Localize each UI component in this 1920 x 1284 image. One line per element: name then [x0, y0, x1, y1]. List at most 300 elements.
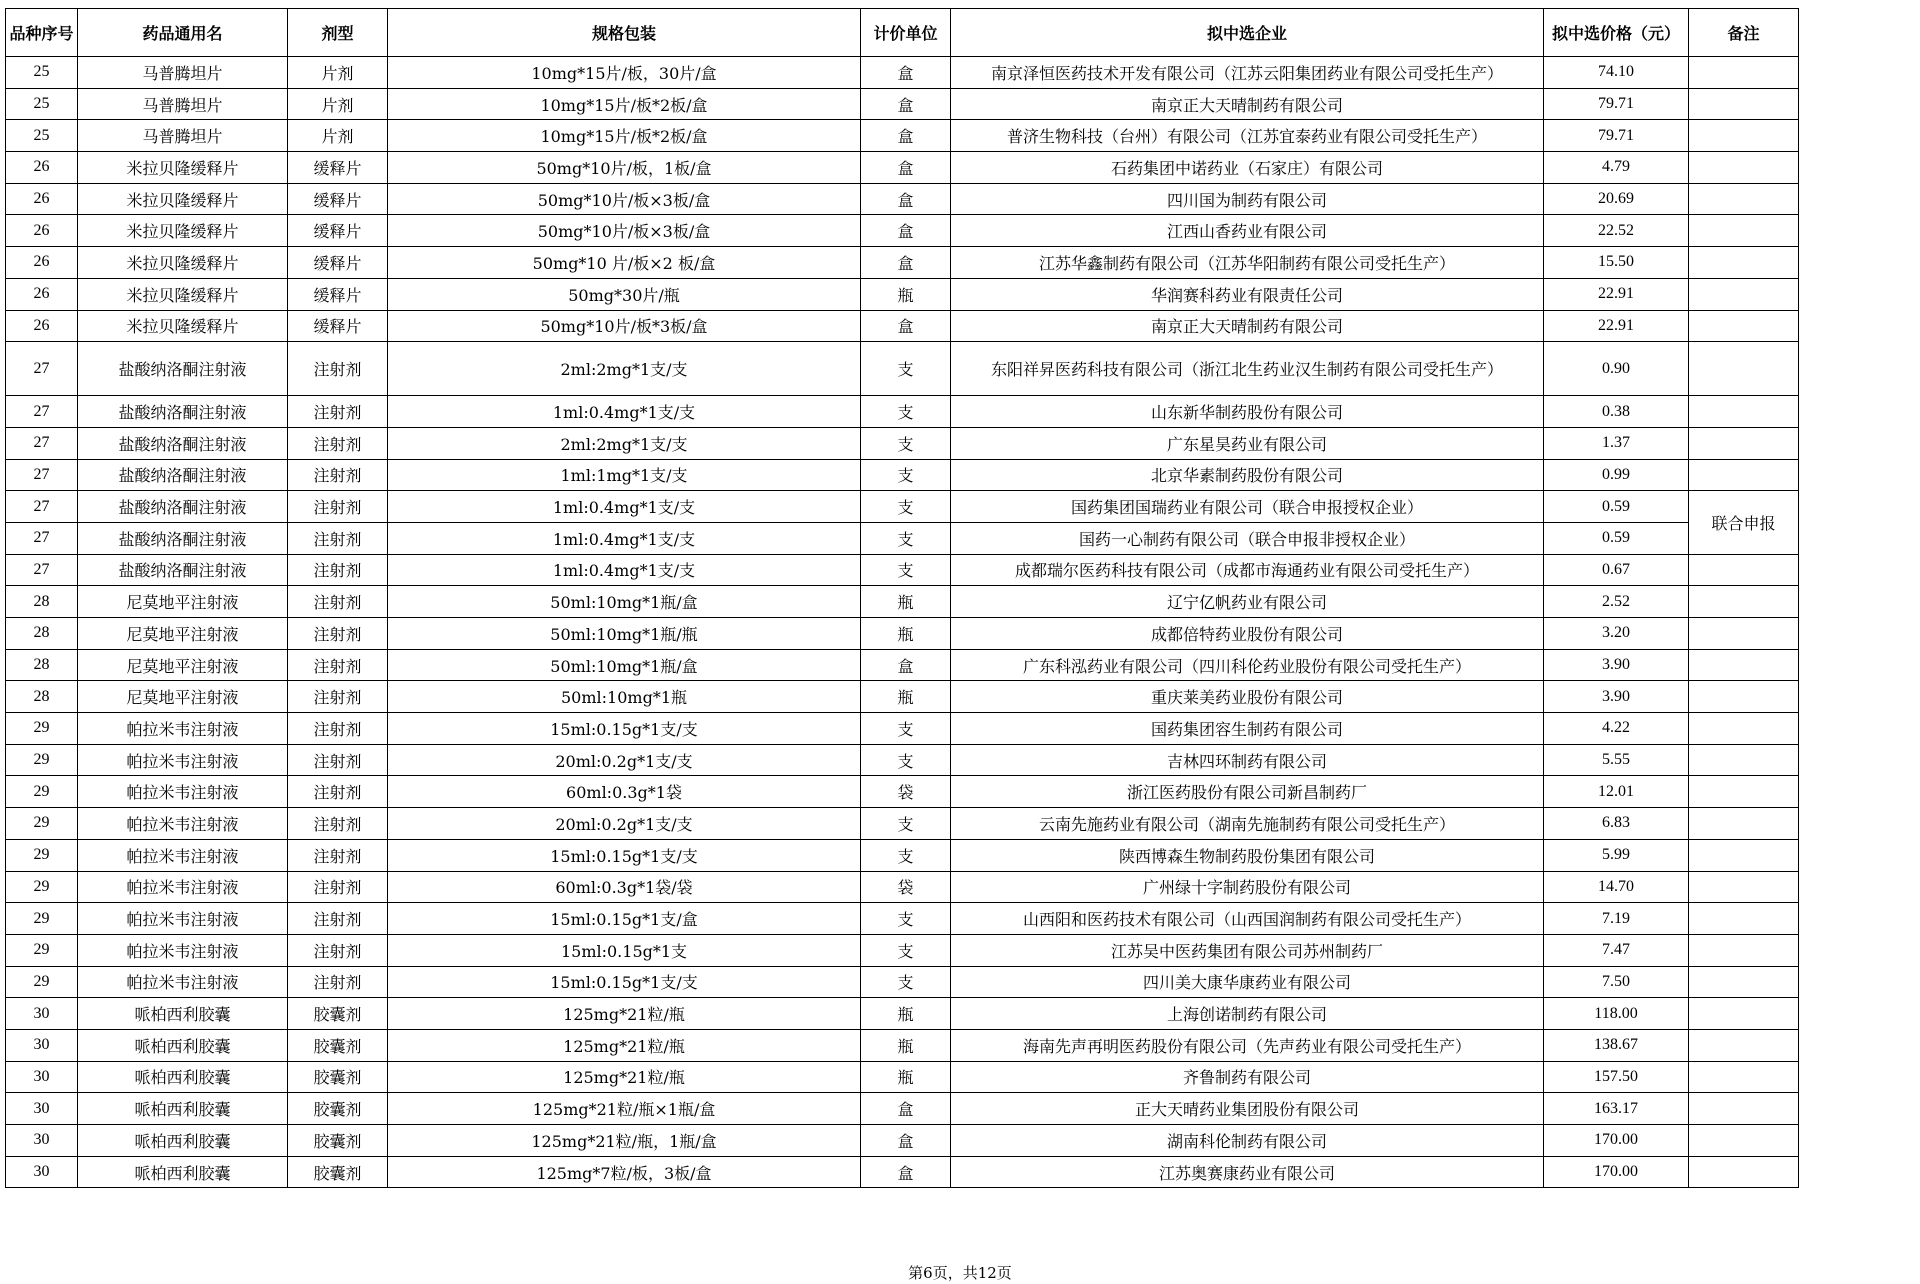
page-footer: 第6页，共12页: [908, 1264, 1012, 1282]
spec-package-cell: 125mg*21粒/瓶，1瓶/盒: [388, 1125, 861, 1157]
table-row: [6, 491, 1799, 523]
remarks-cell: [1689, 1093, 1799, 1125]
variety-number-cell: 29: [6, 903, 78, 935]
spec-package-cell: 50mg*30片/瓶: [388, 278, 861, 310]
price-cell: 22.91: [1544, 278, 1689, 310]
company-cell: 江苏华鑫制药有限公司（江苏华阳制药有限公司受托生产）: [951, 247, 1544, 279]
dosage-form-cell: 注射剂: [288, 427, 388, 459]
company-cell: 成都瑞尔医药科技有限公司（成都市海通药业有限公司受托生产）: [951, 554, 1544, 586]
variety-number-cell: 30: [6, 1125, 78, 1157]
variety-number-cell: 29: [6, 839, 78, 871]
variety-number-cell: 30: [6, 1156, 78, 1188]
table-row: [6, 808, 1799, 840]
spec-package-cell: 125mg*21粒/瓶×1瓶/盒: [388, 1093, 861, 1125]
company-cell: 湖南科伦制药有限公司: [951, 1125, 1544, 1157]
pricing-unit-cell: 瓶: [861, 1061, 951, 1093]
table-row: [6, 618, 1799, 650]
generic-name-cell: 哌柏西利胶囊: [78, 1125, 288, 1157]
remarks-cell: [1689, 1061, 1799, 1093]
pricing-unit-cell: 盒: [861, 649, 951, 681]
variety-number-cell: 27: [6, 459, 78, 491]
remarks-cell: [1689, 1029, 1799, 1061]
price-cell: 4.22: [1544, 713, 1689, 745]
price-cell: 22.52: [1544, 215, 1689, 247]
variety-number-cell: 27: [6, 342, 78, 396]
table-row: [6, 57, 1799, 89]
remarks-cell: [1689, 903, 1799, 935]
pricing-unit-cell: 盒: [861, 247, 951, 279]
generic-name-cell: 尼莫地平注射液: [78, 649, 288, 681]
price-cell: 170.00: [1544, 1156, 1689, 1188]
variety-number-cell: 26: [6, 278, 78, 310]
dosage-form-cell: 缓释片: [288, 183, 388, 215]
spec-package-cell: 50ml:10mg*1瓶/瓶: [388, 618, 861, 650]
dosage-form-cell: 缓释片: [288, 278, 388, 310]
variety-number-cell: 27: [6, 396, 78, 428]
dosage-form-cell: 缓释片: [288, 152, 388, 184]
company-cell: 吉林四环制药有限公司: [951, 744, 1544, 776]
generic-name-cell: 帕拉米韦注射液: [78, 744, 288, 776]
price-cell: 0.99: [1544, 459, 1689, 491]
remarks-cell: [1689, 934, 1799, 966]
pricing-unit-cell: 支: [861, 342, 951, 396]
dosage-form-cell: 注射剂: [288, 776, 388, 808]
spec-package-cell: 1ml:0.4mg*1支/支: [388, 491, 861, 523]
price-cell: 5.99: [1544, 839, 1689, 871]
price-cell: 12.01: [1544, 776, 1689, 808]
header-cell: 规格包装: [388, 9, 861, 57]
pricing-unit-cell: 支: [861, 427, 951, 459]
header-cell: 计价单位: [861, 9, 951, 57]
remarks-cell: [1689, 183, 1799, 215]
remarks-cell: [1689, 342, 1799, 396]
generic-name-cell: 哌柏西利胶囊: [78, 1093, 288, 1125]
variety-number-cell: 30: [6, 998, 78, 1030]
generic-name-cell: 盐酸纳洛酮注射液: [78, 459, 288, 491]
pricing-unit-cell: 瓶: [861, 278, 951, 310]
company-cell: 北京华素制药股份有限公司: [951, 459, 1544, 491]
company-cell: 广州绿十字制药股份有限公司: [951, 871, 1544, 903]
spec-package-cell: 50mg*10片/板，1板/盒: [388, 152, 861, 184]
generic-name-cell: 哌柏西利胶囊: [78, 998, 288, 1030]
table-row: [6, 396, 1799, 428]
dosage-form-cell: 注射剂: [288, 586, 388, 618]
pricing-unit-cell: 盒: [861, 57, 951, 89]
table-row: [6, 649, 1799, 681]
price-cell: 4.79: [1544, 152, 1689, 184]
remarks-cell: [1689, 57, 1799, 89]
table-row: [6, 1061, 1799, 1093]
generic-name-cell: 米拉贝隆缓释片: [78, 278, 288, 310]
variety-number-cell: 29: [6, 934, 78, 966]
generic-name-cell: 盐酸纳洛酮注射液: [78, 342, 288, 396]
dosage-form-cell: 胶囊剂: [288, 1156, 388, 1188]
company-cell: 国药一心制药有限公司（联合申报非授权企业）: [951, 522, 1544, 554]
table-row: [6, 744, 1799, 776]
company-cell: 重庆莱美药业股份有限公司: [951, 681, 1544, 713]
table-row: [6, 278, 1799, 310]
procurement-table: [5, 8, 1799, 1188]
table-row: [6, 934, 1799, 966]
table-row: [6, 459, 1799, 491]
price-cell: 5.55: [1544, 744, 1689, 776]
pricing-unit-cell: 瓶: [861, 1029, 951, 1061]
table-row: [6, 1156, 1799, 1188]
company-cell: 石药集团中诺药业（石家庄）有限公司: [951, 152, 1544, 184]
variety-number-cell: 28: [6, 649, 78, 681]
pricing-unit-cell: 支: [861, 808, 951, 840]
pricing-unit-cell: 支: [861, 491, 951, 523]
table-row: [6, 152, 1799, 184]
variety-number-cell: 29: [6, 744, 78, 776]
price-cell: 0.67: [1544, 554, 1689, 586]
pricing-unit-cell: 盒: [861, 1093, 951, 1125]
spec-package-cell: 50mg*10片/板×3板/盒: [388, 183, 861, 215]
variety-number-cell: 29: [6, 713, 78, 745]
price-cell: 7.19: [1544, 903, 1689, 935]
spec-package-cell: 50ml:10mg*1瓶/盒: [388, 586, 861, 618]
variety-number-cell: 27: [6, 554, 78, 586]
pricing-unit-cell: 盒: [861, 1156, 951, 1188]
dosage-form-cell: 胶囊剂: [288, 1061, 388, 1093]
dosage-form-cell: 注射剂: [288, 903, 388, 935]
price-cell: 7.47: [1544, 934, 1689, 966]
generic-name-cell: 盐酸纳洛酮注射液: [78, 427, 288, 459]
variety-number-cell: 25: [6, 88, 78, 120]
spec-package-cell: 1ml:0.4mg*1支/支: [388, 396, 861, 428]
table-row: [6, 839, 1799, 871]
generic-name-cell: 帕拉米韦注射液: [78, 776, 288, 808]
header-cell: 品种序号: [6, 9, 78, 57]
header-cell: 拟中选企业: [951, 9, 1544, 57]
company-cell: 陕西博森生物制药股份集团有限公司: [951, 839, 1544, 871]
dosage-form-cell: 注射剂: [288, 522, 388, 554]
company-cell: 海南先声再明医药股份有限公司（先声药业有限公司受托生产）: [951, 1029, 1544, 1061]
price-cell: 170.00: [1544, 1125, 1689, 1157]
pricing-unit-cell: 盒: [861, 215, 951, 247]
table-row: [6, 1029, 1799, 1061]
pricing-unit-cell: 支: [861, 934, 951, 966]
table-row: [6, 776, 1799, 808]
dosage-form-cell: 注射剂: [288, 839, 388, 871]
dosage-form-cell: 缓释片: [288, 247, 388, 279]
generic-name-cell: 帕拉米韦注射液: [78, 839, 288, 871]
variety-number-cell: 26: [6, 183, 78, 215]
price-cell: 138.67: [1544, 1029, 1689, 1061]
dosage-form-cell: 注射剂: [288, 808, 388, 840]
dosage-form-cell: 注射剂: [288, 744, 388, 776]
price-cell: 79.71: [1544, 120, 1689, 152]
variety-number-cell: 27: [6, 522, 78, 554]
price-cell: 2.52: [1544, 586, 1689, 618]
variety-number-cell: 26: [6, 152, 78, 184]
variety-number-cell: 25: [6, 57, 78, 89]
pricing-unit-cell: 袋: [861, 776, 951, 808]
generic-name-cell: 米拉贝隆缓释片: [78, 247, 288, 279]
spec-package-cell: 2ml:2mg*1支/支: [388, 342, 861, 396]
generic-name-cell: 马普腾坦片: [78, 57, 288, 89]
generic-name-cell: 帕拉米韦注射液: [78, 966, 288, 998]
variety-number-cell: 26: [6, 247, 78, 279]
pricing-unit-cell: 支: [861, 459, 951, 491]
spec-package-cell: 60ml:0.3g*1袋/袋: [388, 871, 861, 903]
generic-name-cell: 帕拉米韦注射液: [78, 903, 288, 935]
remarks-cell: [1689, 278, 1799, 310]
table-row: [6, 310, 1799, 342]
remarks-cell: [1689, 554, 1799, 586]
variety-number-cell: 27: [6, 491, 78, 523]
generic-name-cell: 哌柏西利胶囊: [78, 1156, 288, 1188]
company-cell: 国药集团容生制药有限公司: [951, 713, 1544, 745]
pricing-unit-cell: 瓶: [861, 998, 951, 1030]
price-cell: 22.91: [1544, 310, 1689, 342]
generic-name-cell: 帕拉米韦注射液: [78, 934, 288, 966]
spec-package-cell: 60ml:0.3g*1袋: [388, 776, 861, 808]
spec-package-cell: 20ml:0.2g*1支/支: [388, 744, 861, 776]
dosage-form-cell: 胶囊剂: [288, 998, 388, 1030]
remarks-cell: [1689, 459, 1799, 491]
pricing-unit-cell: 瓶: [861, 681, 951, 713]
generic-name-cell: 马普腾坦片: [78, 120, 288, 152]
generic-name-cell: 盐酸纳洛酮注射液: [78, 396, 288, 428]
remarks-cell: [1689, 744, 1799, 776]
spec-package-cell: 10mg*15片/板*2板/盒: [388, 88, 861, 120]
generic-name-cell: 米拉贝隆缓释片: [78, 310, 288, 342]
variety-number-cell: 29: [6, 966, 78, 998]
pricing-unit-cell: 盒: [861, 183, 951, 215]
header-cell: 备注: [1689, 9, 1799, 57]
variety-number-cell: 26: [6, 310, 78, 342]
spec-package-cell: 50mg*10片/板*3板/盒: [388, 310, 861, 342]
remarks-cell: [1689, 713, 1799, 745]
table-row: [6, 427, 1799, 459]
dosage-form-cell: 片剂: [288, 57, 388, 89]
generic-name-cell: 米拉贝隆缓释片: [78, 215, 288, 247]
pricing-unit-cell: 盒: [861, 1125, 951, 1157]
table-body: [6, 57, 1799, 1188]
dosage-form-cell: 注射剂: [288, 649, 388, 681]
variety-number-cell: 28: [6, 681, 78, 713]
dosage-form-cell: 缓释片: [288, 310, 388, 342]
company-cell: 江西山香药业有限公司: [951, 215, 1544, 247]
company-cell: 国药集团国瑞药业有限公司（联合申报授权企业）: [951, 491, 1544, 523]
price-cell: 0.59: [1544, 491, 1689, 523]
remarks-cell: [1689, 1125, 1799, 1157]
spec-package-cell: 1ml:1mg*1支/支: [388, 459, 861, 491]
variety-number-cell: 28: [6, 586, 78, 618]
remarks-cell: [1689, 998, 1799, 1030]
pricing-unit-cell: 支: [861, 713, 951, 745]
variety-number-cell: 29: [6, 871, 78, 903]
remarks-cell: [1689, 88, 1799, 120]
spec-package-cell: 15ml:0.15g*1支/支: [388, 713, 861, 745]
spec-package-cell: 50mg*10片/板×3板/盒: [388, 215, 861, 247]
table-row: [6, 966, 1799, 998]
price-cell: 118.00: [1544, 998, 1689, 1030]
spec-package-cell: 15ml:0.15g*1支/盒: [388, 903, 861, 935]
price-cell: 157.50: [1544, 1061, 1689, 1093]
pricing-unit-cell: 瓶: [861, 618, 951, 650]
remarks-cell: [1689, 871, 1799, 903]
remarks-cell: [1689, 152, 1799, 184]
generic-name-cell: 帕拉米韦注射液: [78, 713, 288, 745]
variety-number-cell: 28: [6, 618, 78, 650]
company-cell: 广东科泓药业有限公司（四川科伦药业股份有限公司受托生产）: [951, 649, 1544, 681]
remarks-cell: [1689, 247, 1799, 279]
price-cell: 0.38: [1544, 396, 1689, 428]
table-row: [6, 88, 1799, 120]
company-cell: 江苏奥赛康药业有限公司: [951, 1156, 1544, 1188]
spec-package-cell: 15ml:0.15g*1支: [388, 934, 861, 966]
variety-number-cell: 30: [6, 1029, 78, 1061]
company-cell: 四川美大康华康药业有限公司: [951, 966, 1544, 998]
company-cell: 四川国为制药有限公司: [951, 183, 1544, 215]
company-cell: 云南先施药业有限公司（湖南先施制药有限公司受托生产）: [951, 808, 1544, 840]
dosage-form-cell: 缓释片: [288, 215, 388, 247]
dosage-form-cell: 注射剂: [288, 618, 388, 650]
variety-number-cell: 30: [6, 1093, 78, 1125]
pricing-unit-cell: 支: [861, 554, 951, 586]
pricing-unit-cell: 支: [861, 839, 951, 871]
price-cell: 3.90: [1544, 649, 1689, 681]
spec-package-cell: 15ml:0.15g*1支/支: [388, 839, 861, 871]
variety-number-cell: 29: [6, 776, 78, 808]
price-cell: 3.20: [1544, 618, 1689, 650]
table-row: [6, 1093, 1799, 1125]
spec-package-cell: 125mg*21粒/瓶: [388, 1061, 861, 1093]
table-row: [6, 681, 1799, 713]
company-cell: 齐鲁制药有限公司: [951, 1061, 1544, 1093]
remarks-cell: [1689, 1156, 1799, 1188]
dosage-form-cell: 胶囊剂: [288, 1029, 388, 1061]
price-cell: 0.59: [1544, 522, 1689, 554]
price-cell: 1.37: [1544, 427, 1689, 459]
dosage-form-cell: 注射剂: [288, 681, 388, 713]
pricing-unit-cell: 盒: [861, 310, 951, 342]
table-row: [6, 903, 1799, 935]
remarks-cell: [1689, 215, 1799, 247]
company-cell: 成都倍特药业股份有限公司: [951, 618, 1544, 650]
generic-name-cell: 尼莫地平注射液: [78, 681, 288, 713]
company-cell: 华润赛科药业有限责任公司: [951, 278, 1544, 310]
dosage-form-cell: 片剂: [288, 120, 388, 152]
price-cell: 20.69: [1544, 183, 1689, 215]
remarks-cell: [1689, 310, 1799, 342]
remarks-cell: [1689, 586, 1799, 618]
generic-name-cell: 米拉贝隆缓释片: [78, 152, 288, 184]
variety-number-cell: 26: [6, 215, 78, 247]
company-cell: 正大天晴药业集团股份有限公司: [951, 1093, 1544, 1125]
pricing-unit-cell: 支: [861, 744, 951, 776]
dosage-form-cell: 胶囊剂: [288, 1125, 388, 1157]
generic-name-cell: 尼莫地平注射液: [78, 586, 288, 618]
dosage-form-cell: 注射剂: [288, 966, 388, 998]
price-cell: 74.10: [1544, 57, 1689, 89]
header-cell: 剂型: [288, 9, 388, 57]
dosage-form-cell: 片剂: [288, 88, 388, 120]
company-cell: 广东星昊药业有限公司: [951, 427, 1544, 459]
company-cell: 山西阳和医药技术有限公司（山西国润制药有限公司受托生产）: [951, 903, 1544, 935]
variety-number-cell: 25: [6, 120, 78, 152]
table-row: [6, 247, 1799, 279]
table-row: [6, 713, 1799, 745]
table-row: [6, 215, 1799, 247]
table-header-row: [6, 9, 1799, 57]
spec-package-cell: 125mg*21粒/瓶: [388, 1029, 861, 1061]
remarks-cell: [1689, 776, 1799, 808]
header-cell: 拟中选价格（元）: [1544, 9, 1689, 57]
dosage-form-cell: 注射剂: [288, 713, 388, 745]
company-cell: 浙江医药股份有限公司新昌制药厂: [951, 776, 1544, 808]
table-row: [6, 522, 1799, 554]
remarks-cell: [1689, 649, 1799, 681]
dosage-form-cell: 注射剂: [288, 491, 388, 523]
company-cell: 辽宁亿帆药业有限公司: [951, 586, 1544, 618]
pricing-unit-cell: 盒: [861, 88, 951, 120]
table-row: [6, 871, 1799, 903]
remarks-cell: 联合申报: [1689, 491, 1799, 554]
spec-package-cell: 20ml:0.2g*1支/支: [388, 808, 861, 840]
remarks-cell: [1689, 966, 1799, 998]
spec-package-cell: 50ml:10mg*1瓶/盒: [388, 649, 861, 681]
remarks-cell: [1689, 808, 1799, 840]
remarks-cell: [1689, 618, 1799, 650]
spec-package-cell: 50ml:10mg*1瓶: [388, 681, 861, 713]
company-cell: 南京正大天晴制药有限公司: [951, 88, 1544, 120]
pricing-unit-cell: 支: [861, 522, 951, 554]
generic-name-cell: 马普腾坦片: [78, 88, 288, 120]
table-row: [6, 586, 1799, 618]
table-row: [6, 1125, 1799, 1157]
generic-name-cell: 盐酸纳洛酮注射液: [78, 491, 288, 523]
pricing-unit-cell: 支: [861, 396, 951, 428]
company-cell: 山东新华制药股份有限公司: [951, 396, 1544, 428]
dosage-form-cell: 胶囊剂: [288, 1093, 388, 1125]
company-cell: 上海创诺制药有限公司: [951, 998, 1544, 1030]
price-cell: 0.90: [1544, 342, 1689, 396]
pricing-unit-cell: 袋: [861, 871, 951, 903]
spec-package-cell: 1ml:0.4mg*1支/支: [388, 522, 861, 554]
pricing-unit-cell: 支: [861, 966, 951, 998]
spec-package-cell: 1ml:0.4mg*1支/支: [388, 554, 861, 586]
company-cell: 普济生物科技（台州）有限公司（江苏宜泰药业有限公司受托生产）: [951, 120, 1544, 152]
pricing-unit-cell: 盒: [861, 120, 951, 152]
remarks-cell: [1689, 839, 1799, 871]
dosage-form-cell: 注射剂: [288, 934, 388, 966]
price-cell: 15.50: [1544, 247, 1689, 279]
spec-package-cell: 2ml:2mg*1支/支: [388, 427, 861, 459]
variety-number-cell: 30: [6, 1061, 78, 1093]
dosage-form-cell: 注射剂: [288, 871, 388, 903]
generic-name-cell: 哌柏西利胶囊: [78, 1029, 288, 1061]
spec-package-cell: 125mg*21粒/瓶: [388, 998, 861, 1030]
company-cell: 南京正大天晴制药有限公司: [951, 310, 1544, 342]
price-cell: 3.90: [1544, 681, 1689, 713]
generic-name-cell: 哌柏西利胶囊: [78, 1061, 288, 1093]
company-cell: 东阳祥昇医药科技有限公司（浙江北生药业汉生制药有限公司受托生产）: [951, 342, 1544, 396]
price-cell: 163.17: [1544, 1093, 1689, 1125]
dosage-form-cell: 注射剂: [288, 342, 388, 396]
pricing-unit-cell: 盒: [861, 152, 951, 184]
spec-package-cell: 10mg*15片/板*2板/盒: [388, 120, 861, 152]
dosage-form-cell: 注射剂: [288, 396, 388, 428]
price-cell: 79.71: [1544, 88, 1689, 120]
dosage-form-cell: 注射剂: [288, 554, 388, 586]
price-cell: 6.83: [1544, 808, 1689, 840]
generic-name-cell: 米拉贝隆缓释片: [78, 183, 288, 215]
generic-name-cell: 帕拉米韦注射液: [78, 871, 288, 903]
table-row: [6, 554, 1799, 586]
